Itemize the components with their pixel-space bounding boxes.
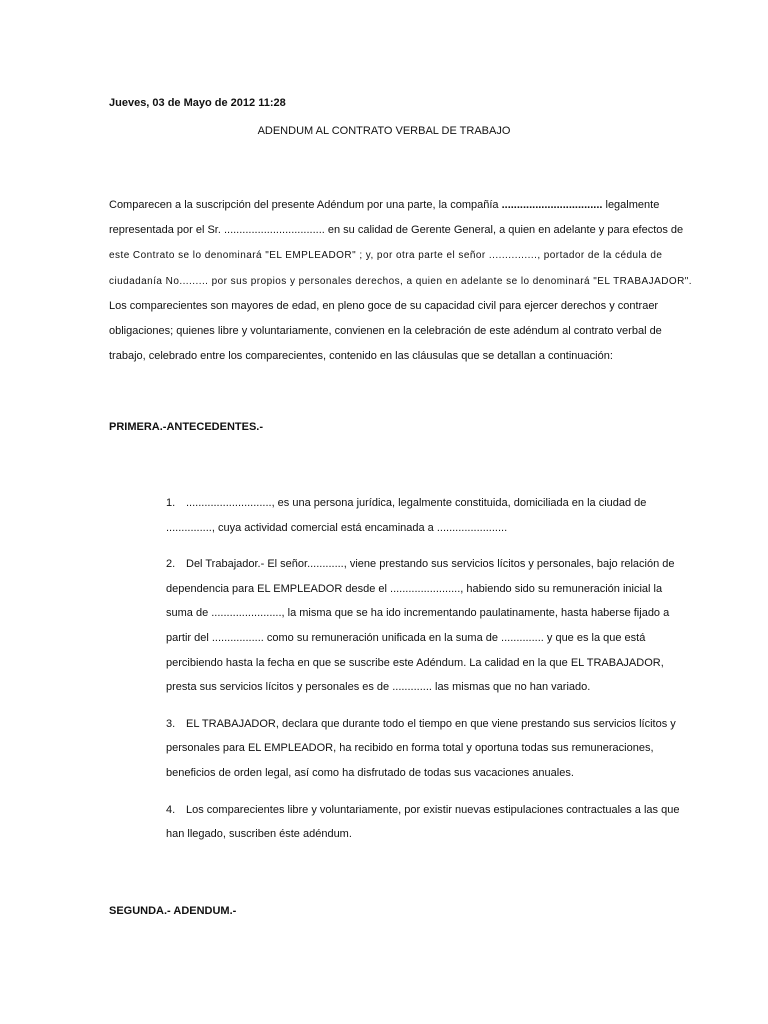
company-blank: .................................: [501, 199, 603, 211]
list-item-text: Los comparecientes libre y voluntariamente, por existir nuevas estipulaciones contractuales a las que: [186, 803, 680, 816]
list-item-text: EL TRABAJADOR, declara que durante todo el tiempo en que viene prestando sus servicios lícitos y: [186, 717, 676, 730]
intro-text: Comparecen a la suscripción del presente Adéndum por una parte, la compañía: [109, 199, 502, 211]
intro-line: obligaciones; quienes libre y voluntariamente, convienen en la celebración de este adéndum al contrato verbal de: [109, 325, 662, 338]
list-item-line: [166, 491, 666, 516]
intro-text: legalmente: [602, 199, 660, 211]
list-item-line: [166, 798, 680, 823]
list-item-line: personales para EL EMPLEADOR, ha recibido en forma total y oportuna todas sus remuneraciones,: [166, 742, 654, 755]
intro-line: [109, 193, 660, 218]
list-item-number: 4.: [166, 803, 176, 816]
intro-line: trabajo, celebrado entre los comparecientes, contenido en las cláusulas que se detallan a continuación:: [109, 350, 613, 363]
list-item-line: dependencia para EL EMPLEADOR desde el ......................., habiendo sido su remuneración inicial la: [166, 582, 663, 595]
list-item-line: suma de ......................., la misma que se ha ido incrementando paulatinamente, hasta haberse fijado a: [166, 607, 670, 620]
list-item-number: 2.: [166, 558, 176, 571]
intro-line: Los comparecientes son mayores de edad, en pleno goce de su capacidad civil para ejercer derechos y contraer: [109, 299, 659, 312]
list-item-line: presta sus servicios lícitos y personales es de ............. las mismas que no han variado.: [166, 681, 591, 694]
document-title-text: ADENDUM AL CONTRATO VERBAL DE TRABAJO: [257, 125, 511, 137]
section-heading-primera: PRIMERA.-ANTECEDENTES.-: [109, 421, 264, 433]
list-item-line: han llegado, suscriben éste adéndum.: [166, 828, 352, 841]
list-item: [166, 552, 675, 700]
list-item: [166, 491, 666, 540]
list-item-number: 3.: [166, 717, 176, 730]
intro-paragraph: [109, 193, 693, 369]
list-item-line: ..............., cuya actividad comercial está encaminada a .......................: [166, 521, 508, 534]
list-item-line: partir del ................. como su remuneración unificada en la suma de .............. y que es la que está: [166, 631, 646, 644]
list-item-text: ............................, es una persona jurídica, legalmente constituida, domiciliada en la ciudad de: [186, 497, 647, 509]
antecedentes-list: [166, 491, 680, 859]
section-heading-segunda: SEGUNDA.- ADENDUM.-: [109, 905, 237, 917]
list-item: [166, 798, 680, 847]
list-item-text: Del Trabajador.- El señor............, viene prestando sus servicios lícitos y personales, bajo relación de: [186, 558, 675, 571]
list-item-line: [166, 712, 676, 737]
list-item-line: [166, 552, 675, 577]
list-item-line: beneficios de orden legal, así como ha disfrutado de todas sus vacaciones anuales.: [166, 766, 574, 779]
list-item: [166, 712, 676, 786]
intro-line: este Contrato se lo denominará "EL EMPLEADOR" ; y, por otra parte el señor ..............., portador de la cédula de: [109, 250, 663, 262]
intro-line: ciudadanía No......... por sus propios y personales derechos, a quien en adelante se lo denominará "EL TRABAJADOR".: [109, 275, 693, 287]
list-item-number: 1.: [166, 497, 176, 509]
intro-line: representada por el Sr. ................................. en su calidad de Gerente General, a quien en adelante y para efectos de: [109, 224, 684, 237]
list-item-line: percibiendo hasta la fecha en que se suscribe este Adéndum. La calidad en la que EL TRABAJADOR,: [166, 656, 664, 669]
date-line: Jueves, 03 de Mayo de 2012 11:28: [109, 97, 286, 109]
document-title: [0, 125, 768, 137]
